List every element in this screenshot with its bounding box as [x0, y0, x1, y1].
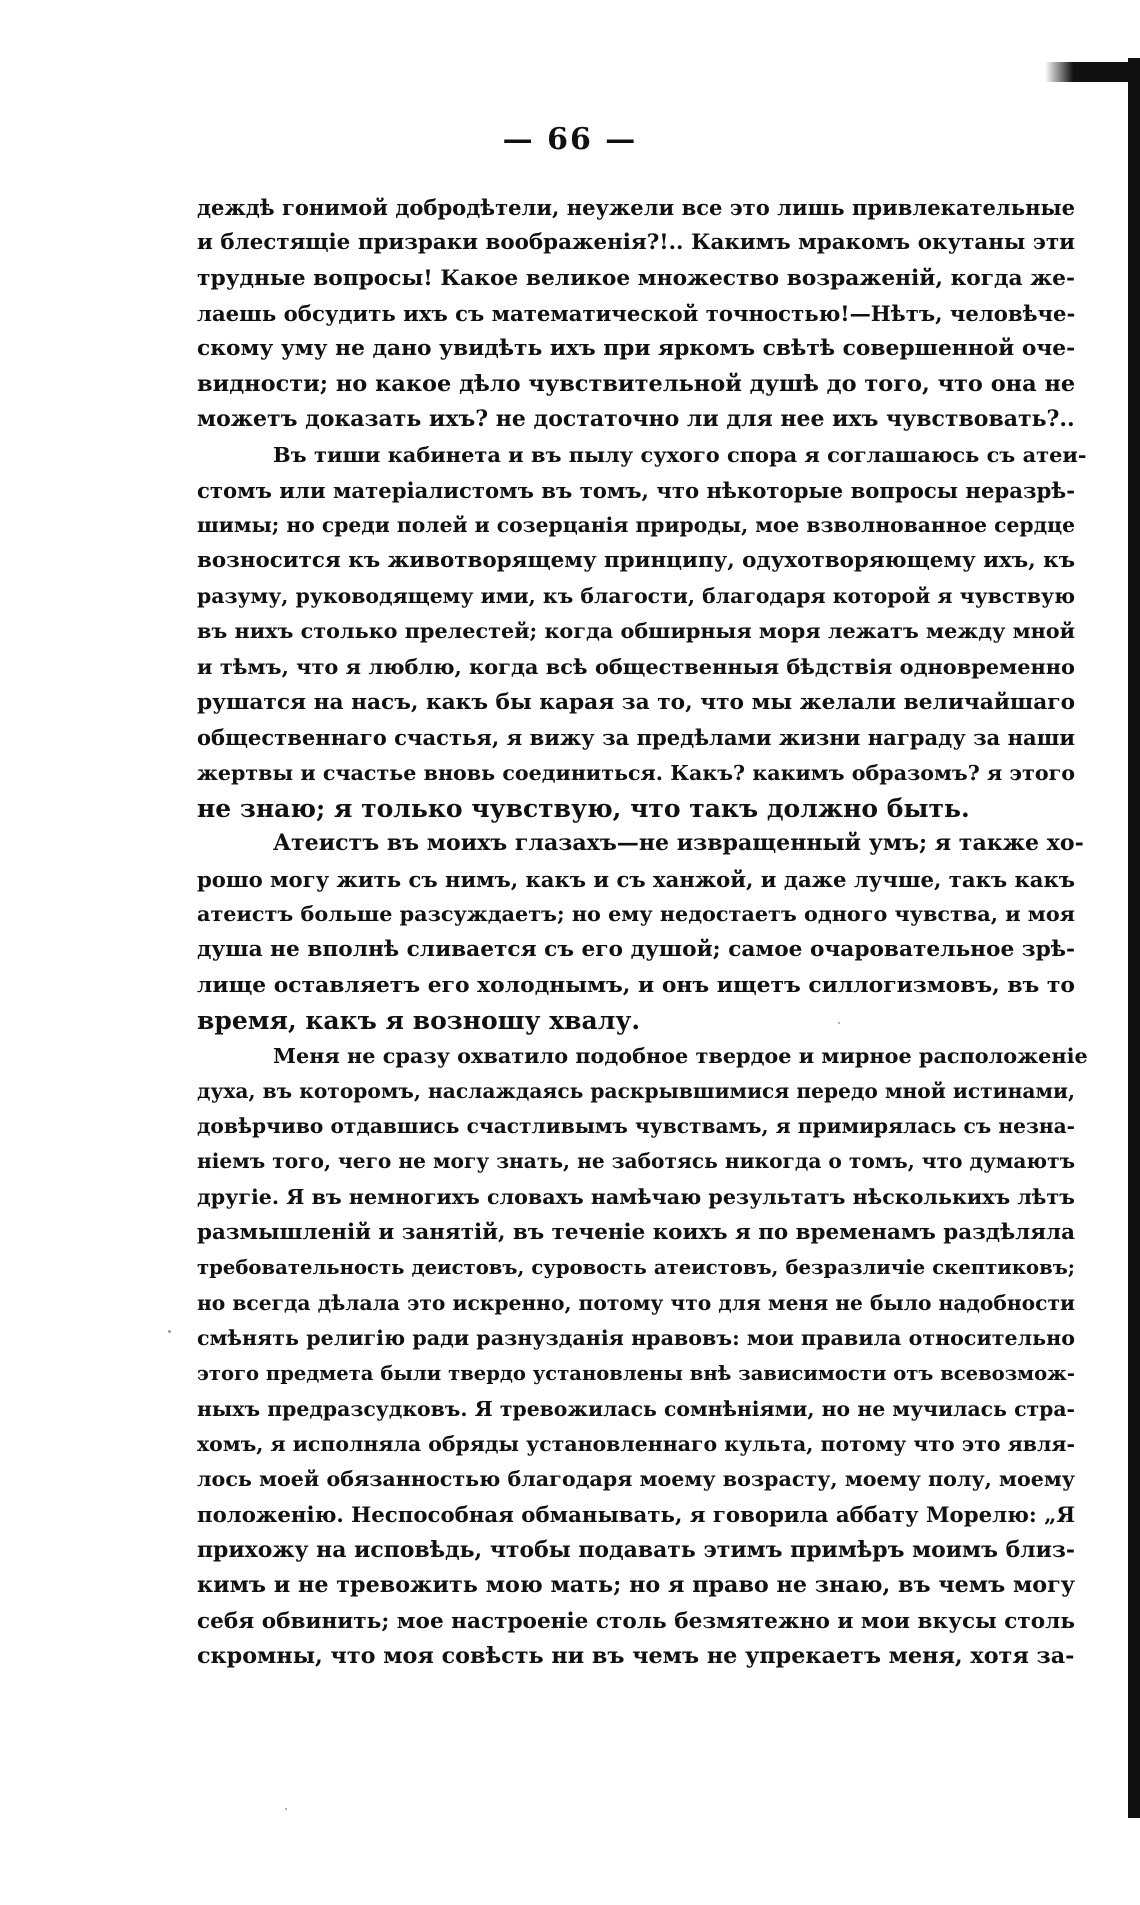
text-line: скромны, что моя совѣсть ни въ чемъ не упрекаетъ меня, хотя за- [197, 1643, 1075, 1670]
text-line: трудные вопросы! Какое великое множество возраженій, когда же- [197, 265, 1075, 291]
body-text [197, 190, 1088, 1674]
text-line: кимъ и не тревожить мою мать; но я право не знаю, въ чемъ могу [197, 1572, 1075, 1599]
paragraph [197, 1038, 1088, 1674]
text-line: разуму, руководящему ими, къ благости, благодаря которой я чувствую [197, 583, 1075, 608]
paragraph [197, 826, 1084, 1038]
text-line: возносится къ животворящему принципу, одухотворяющему ихъ, къ [197, 548, 1075, 574]
text-line: духа, въ которомъ, наслаждаясь раскрывшимися передо мной истинами, [197, 1078, 1075, 1103]
text-line: въ нихъ столько прелестей; когда обширныя моря лежатъ между мной [197, 619, 1076, 644]
binding-edge-top [1045, 62, 1140, 82]
text-line: можетъ доказать ихъ? не достаточно ли для нее ихъ чувствовать?.. [197, 406, 1075, 433]
text-line: стомъ или матеріалистомъ въ томъ, что нѣкоторые вопросы неразрѣ- [197, 477, 1075, 503]
text-line: видности; но какое дѣло чувствительной душѣ до того, что она не [197, 370, 1076, 397]
text-line: требовательность деистовъ, суровость атеистовъ, безразличіе скептиковъ; [197, 1256, 1075, 1280]
binding-edge [1128, 58, 1140, 1818]
text-line: шимы; но среди полей и созерцанія природы, мое взволнованное сердце [197, 513, 1075, 538]
text-line: время, какъ я возношу хвалу. [197, 1005, 641, 1035]
text-line: душа не вполнѣ сливается съ его душой; самое очаровательное зрѣ- [197, 937, 1075, 963]
text-line: Атеистъ въ моихъ глазахъ—не извращенный умъ; я также хо- [273, 830, 1084, 857]
paper-speck [168, 1330, 171, 1333]
text-line: рушатся на насъ, какъ бы карая за то, что мы желали величайшаго [197, 689, 1076, 715]
text-line: хомъ, я исполняла обряды установленнаго культа, потому что это явля- [197, 1432, 1075, 1457]
text-line: размышленій и занятій, въ теченіе коихъ я по временамъ раздѣляла [197, 1219, 1075, 1245]
text-line: другіе. Я въ немногихъ словахъ намѣчаю результатъ нѣсколькихъ лѣтъ [197, 1184, 1075, 1209]
text-line: Въ тиши кабинета и въ пылу сухого спора я соглашаюсь съ атеи- [273, 442, 1087, 468]
text-line: жертвы и счастье вновь соединиться. Какъ? какимъ образомъ? я этого [197, 760, 1075, 785]
paragraph [197, 437, 1087, 826]
text-line: но всегда дѣлала это искренно, потому что для меня не было надобности [197, 1290, 1075, 1315]
text-line: рошо могу жить съ нимъ, какъ и съ ханжой, и даже лучше, такъ какъ [197, 866, 1075, 892]
text-line: скому уму не дано увидѣть ихъ при яркомъ свѣтѣ совершенной оче- [197, 336, 1076, 362]
text-line: прихожу на исповѣдь, чтобы подавать этимъ примѣръ моимъ близ- [197, 1537, 1075, 1564]
text-line: ныхъ предразсудковъ. Я тревожилась сомнѣніями, но не мучилась стра- [197, 1396, 1075, 1421]
text-line: этого предмета были твердо установлены внѣ зависимости отъ всевозмож- [197, 1362, 1075, 1386]
text-line: лище оставляетъ его холоднымъ, и онъ ищетъ силлогизмовъ, въ то [197, 971, 1075, 998]
text-line: положенію. Неспособная обманывать, я говорила аббату Морелю: „Я [197, 1502, 1076, 1528]
text-line: Меня не сразу охватило подобное твердое и мирное расположеніе [273, 1043, 1088, 1069]
text-line: деждѣ гонимой добродѣтели, неужели все это лишь привлекательные [197, 195, 1075, 220]
text-line: и блестящіе призраки воображенія?!.. Какимъ мракомъ окутаны эти [197, 230, 1075, 256]
text-line: себя обвинить; мое настроеніе столь безмятежно и мои вкусы столь [197, 1608, 1075, 1634]
text-line: лось моей обязанностью благодаря моему возрасту, моему полу, моему [197, 1467, 1075, 1492]
text-line: не знаю; я только чувствую, что такъ должно быть. [197, 793, 970, 823]
paper-speck [285, 1808, 287, 1810]
text-line: ніемъ того, чего не могу знать, не заботясь никогда о томъ, что думаютъ [197, 1149, 1076, 1174]
text-line: довѣрчиво отдавшись счастливымъ чувствамъ, я примирялась съ незна- [197, 1113, 1075, 1138]
text-line: и тѣмъ, что я люблю, когда всѣ общественныя бѣдствія одновременно [197, 654, 1075, 680]
page-number: — 66 — [502, 122, 638, 157]
text-line: лаешь обсудить ихъ съ математической точностью!—Нѣтъ, человѣче- [197, 301, 1076, 327]
paragraph [197, 190, 1075, 437]
text-line: общественнаго счастья, я вижу за предѣлами жизни награду за наши [197, 725, 1075, 751]
text-line: атеистъ больше разсуждаетъ; но ему недостаетъ одного чувства, и моя [197, 901, 1076, 926]
text-line: смѣнять религію ради разнузданія нравовъ: мои правила относительно [197, 1326, 1075, 1350]
